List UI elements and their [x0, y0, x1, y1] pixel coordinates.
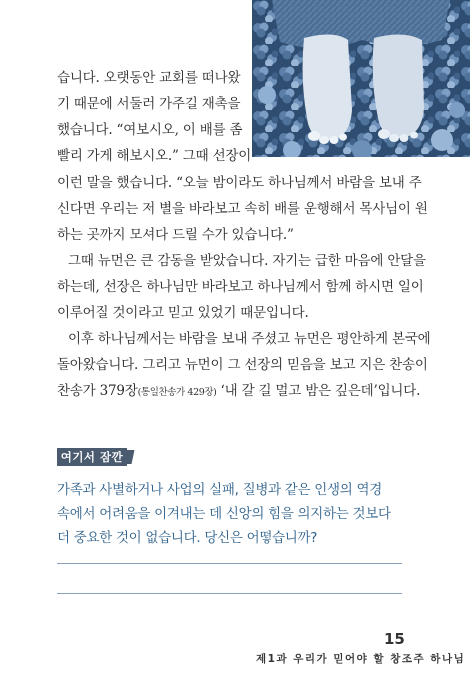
body-line: 이런 말을 했습니다. “오늘 밤이라도 하나님께서 바람을 보내 주 [57, 175, 422, 191]
body-line-last [57, 379, 420, 406]
body-line: 기 때문에 서둘러 가주길 재촉을 [57, 96, 241, 112]
page-number: 15 [384, 630, 405, 648]
hymn-title: ‘내 갈 길 멀고 밤은 깊은데’입니다. [216, 383, 421, 399]
body-line: 하는데, 선장은 하나님만 바라보고 하나님께서 함께 하시면 일이 [57, 279, 424, 295]
body-line: 이후 하나님께서는 바람을 보내 주셨고 뉴먼은 평안하게 본국에 [68, 331, 431, 347]
body-line: 돌아왔습니다. 그리고 뉴먼이 그 선장의 믿음을 보고 지은 찬송이 [57, 357, 428, 373]
running-head: 제1과 우리가 믿어야 할 창조주 하나님 [256, 653, 466, 665]
hymn-old-number: (통일찬송가 429장) [137, 387, 217, 398]
answer-line [57, 563, 402, 564]
body-line: 했습니다. “여보시오, 이 배를 좀 [57, 122, 243, 138]
body-line: 습니다. 오랫동안 교회를 떠나왔 [57, 70, 241, 86]
body-line: 빨리 가게 해보시오.” 그때 선장이 [57, 148, 252, 164]
reflection-question-line: 가족과 사별하거나 사업의 실패, 질병과 같은 인생의 역경 [57, 482, 382, 498]
body-line: 이루어질 것이라고 믿고 있었기 때문입니다. [57, 305, 309, 321]
hymn-number: 찬송가 379장 [57, 383, 138, 399]
body-line: 하는 곳까지 모셔다 드릴 수가 있습니다.” [57, 227, 294, 243]
section-tag: 여기서 잠깐 [57, 448, 127, 466]
body-line: 신다면 우리는 저 별을 바라보고 속히 배를 운행해서 목사님이 원 [57, 201, 428, 217]
answer-line [57, 593, 402, 594]
body-line: 그때 뉴먼은 큰 감동을 받았습니다. 자기는 급한 마음에 안달을 [68, 253, 426, 269]
photo-feet-on-clover [252, 0, 470, 157]
reflection-question-line: 더 중요한 것이 없습니다. 당신은 어떻습니까? [57, 530, 318, 546]
reflection-question-line: 속에서 어려움을 이겨내는 데 신앙의 힘을 의지하는 것보다 [57, 506, 391, 522]
